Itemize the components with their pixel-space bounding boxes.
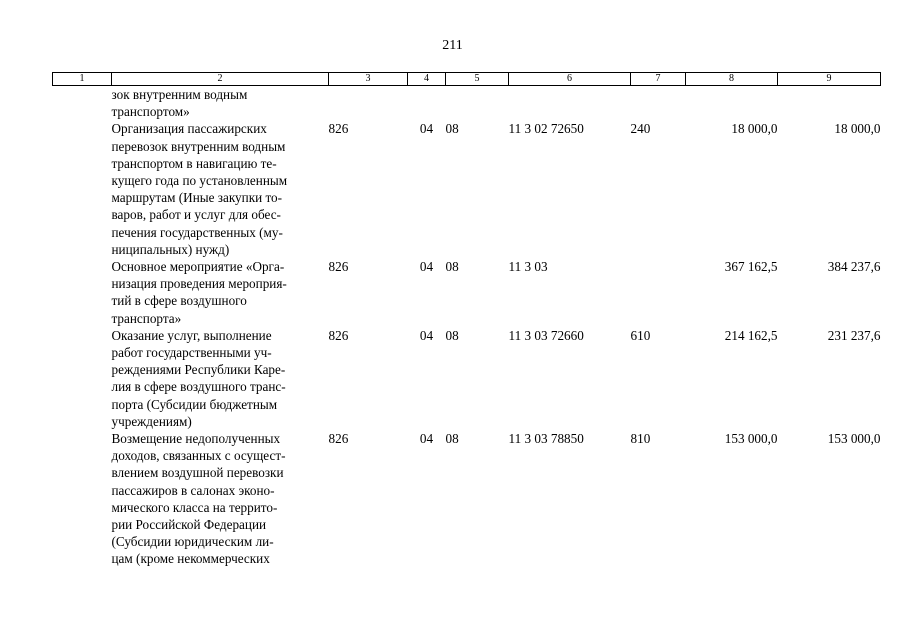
- name-line: транспортом в навигацию те-: [111, 155, 277, 171]
- cell-amount-year1: 153 000,0: [724, 431, 778, 447]
- cell-empty: [53, 258, 112, 327]
- cell-section: 04: [419, 431, 434, 447]
- cell-empty: [53, 120, 112, 258]
- name-line: транспорта»: [111, 310, 182, 326]
- cell-amount-year2: 153 000,0: [827, 431, 881, 447]
- cell-empty: [53, 86, 112, 121]
- cell-amount-year1: 18 000,0: [731, 121, 778, 137]
- name-line: транспортом»: [111, 104, 190, 120]
- cell-expense-type: [631, 258, 686, 327]
- name-line: варов, работ и услуг для обес-: [111, 207, 281, 223]
- budget-table: [52, 72, 881, 568]
- name-line: печения государственных (му-: [111, 224, 283, 240]
- cell-amount-year2: 231 237,6: [827, 327, 881, 343]
- column-header: 6: [509, 73, 631, 86]
- cell-empty: [53, 327, 112, 430]
- cell-target-article: 11 3 03: [508, 259, 548, 275]
- cell-amount-year1: 367 162,5: [724, 259, 778, 275]
- column-header: 7: [631, 73, 686, 86]
- cell-section: 04: [419, 327, 434, 343]
- table-row: [53, 86, 881, 121]
- name-line: (Субсидии юридическим ли-: [111, 534, 274, 550]
- cell-expense-type: 610: [630, 327, 651, 343]
- cell-section: 04: [419, 121, 434, 137]
- name-line: Оказание услуг, выполнение: [111, 327, 272, 343]
- name-line: мического класса на террито-: [111, 499, 278, 515]
- name-line: низация проведения мероприя-: [111, 276, 287, 292]
- name-line: тий в сфере воздушного: [111, 293, 247, 309]
- cell-subsection: 08: [445, 431, 459, 447]
- name-line: реждениями Республики Каре-: [111, 362, 286, 378]
- cell-amount-year1: [686, 86, 778, 121]
- cell-grbs: 826: [328, 121, 349, 137]
- name-line: Основное мероприятие «Орга-: [111, 259, 285, 275]
- column-header: 8: [686, 73, 778, 86]
- name-line: порта (Субсидии бюджетным: [111, 396, 278, 412]
- name-line: рии Российской Федерации: [111, 517, 267, 533]
- cell-name: [112, 327, 329, 430]
- name-line: доходов, связанных с осущест-: [111, 448, 286, 464]
- cell-name: [112, 86, 329, 121]
- cell-subsection: 08: [445, 121, 459, 137]
- table-row: [53, 327, 881, 430]
- cell-expense-type: 810: [630, 431, 651, 447]
- cell-expense-type: 240: [630, 121, 651, 137]
- cell-amount-year2: 384 237,6: [827, 259, 881, 275]
- name-line: Возмещение недополученных: [111, 431, 281, 447]
- column-header: 1: [53, 73, 112, 86]
- name-line: зок внутренним водным: [111, 87, 248, 102]
- cell-grbs: 826: [328, 259, 349, 275]
- name-line: перевозок внутренним водным: [111, 138, 286, 154]
- cell-grbs: 826: [328, 431, 349, 447]
- name-line: кущего года по установленным: [111, 173, 288, 189]
- name-line: учреждениям): [111, 413, 192, 429]
- table-row: [53, 258, 881, 327]
- cell-empty: [53, 430, 112, 568]
- name-line: Организация пассажирских: [111, 121, 267, 137]
- cell-subsection: 08: [445, 327, 459, 343]
- cell-amount-year1: 214 162,5: [724, 327, 778, 343]
- column-header: 9: [778, 73, 881, 86]
- cell-target-article: 11 3 02 72650: [508, 121, 584, 137]
- name-line: пассажиров в салонах эконо-: [111, 482, 275, 498]
- cell-name: [112, 258, 329, 327]
- page-number: 211: [442, 38, 463, 53]
- cell-name: [112, 120, 329, 258]
- name-line: ниципальных) нужд): [111, 241, 230, 257]
- table-body: [53, 86, 881, 568]
- column-header: 3: [329, 73, 408, 86]
- cell-grbs: [329, 86, 408, 121]
- cell-amount-year2: 18 000,0: [834, 121, 881, 137]
- cell-subsection: [446, 86, 509, 121]
- column-header: 5: [446, 73, 509, 86]
- name-line: лия в сфере воздушного транс-: [111, 379, 286, 395]
- cell-target-article: [509, 86, 631, 121]
- name-line: влением воздушной перевозки: [111, 465, 284, 481]
- name-line: цам (кроме некоммерческих: [111, 551, 270, 567]
- column-number-header: [53, 73, 881, 86]
- name-line: работ государственными уч-: [111, 345, 272, 361]
- cell-subsection: 08: [445, 259, 459, 275]
- table-row: [53, 120, 881, 258]
- column-header: 2: [112, 73, 329, 86]
- column-header: 4: [408, 73, 446, 86]
- name-line: маршрутам (Иные закупки то-: [111, 190, 283, 206]
- cell-target-article: 11 3 03 78850: [508, 431, 584, 447]
- cell-grbs: 826: [328, 327, 349, 343]
- cell-name: [112, 430, 329, 568]
- cell-amount-year2: [778, 86, 881, 121]
- cell-section: 04: [419, 259, 434, 275]
- cell-target-article: 11 3 03 72660: [508, 327, 584, 343]
- cell-expense-type: [631, 86, 686, 121]
- cell-section: [408, 86, 446, 121]
- table-row: [53, 430, 881, 568]
